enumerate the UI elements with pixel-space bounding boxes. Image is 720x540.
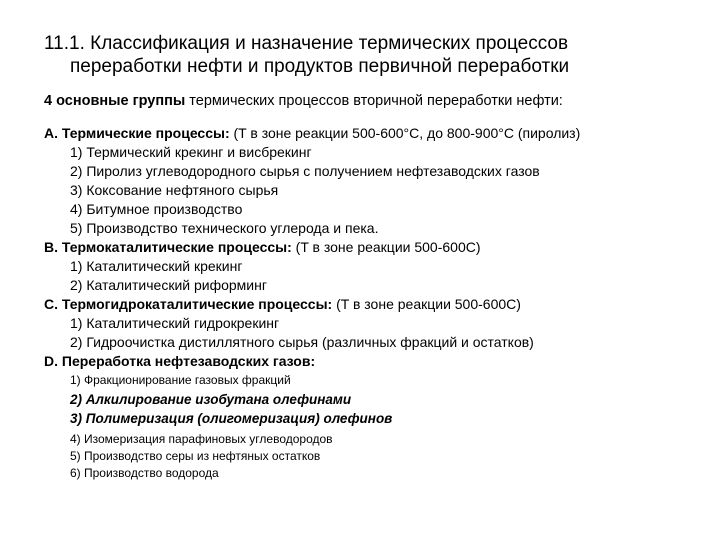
group-a-condition: (T в зоне реакции 500-600°С, до 800-900°С (пиролиз) (229, 125, 581, 141)
content (44, 124, 714, 481)
list-item-emphasis: 3) Полимеризация (олигомеризация) олефинов (70, 411, 393, 426)
list-item: 3) Коксование нефтяного сырья (70, 182, 279, 198)
group-d-heading-line (44, 352, 714, 371)
group-b-heading: B. Термокаталитические процессы: (44, 239, 292, 255)
list-item: 1) Каталитический крекинг (70, 258, 243, 274)
group-a-heading-line (44, 124, 714, 143)
group-d-heading: D. Переработка нефтезаводских газов: (44, 353, 316, 369)
subtitle (44, 92, 704, 110)
subtitle-rest: термических процессов вторичной переработки нефти: (185, 93, 563, 109)
list-item: 2) Каталитический риформинг (70, 277, 267, 293)
subtitle-bold: 4 основные группы (44, 93, 186, 109)
group-a-heading: A. Термические процессы: (44, 125, 230, 141)
title-line-2: переработки нефти и продуктов первичной переработки (70, 56, 570, 77)
group-c-heading-line (44, 295, 714, 314)
list-item: 1) Термический крекинг и висбрекинг (70, 144, 312, 160)
group-b-heading-line (44, 238, 714, 257)
list-item: 5) Производство серы из нефтяных остатков (70, 449, 321, 463)
list-item: 4) Битумное производство (70, 201, 243, 217)
group-b-condition: (T в зоне реакции 500-600С) (291, 239, 481, 255)
group-c-heading: C. Термогидрокаталитические процессы: (44, 296, 333, 312)
list-item: 1) Фракционирование газовых фракций (70, 373, 291, 387)
slide-title (44, 32, 684, 78)
group-c-condition: (T в зоне реакции 500-600С) (332, 296, 521, 312)
list-item: 4) Изомеризация парафиновых углеводородов (70, 432, 333, 446)
list-item: 2) Гидроочистка дистиллятного сырья (различных фракций и остатков) (70, 334, 534, 350)
list-item: 6) Производство водорода (70, 466, 219, 480)
list-item-emphasis: 2) Алкилирование изобутана олефинами (70, 392, 352, 407)
list-item: 2) Пиролиз углеводородного сырья с получением нефтезаводских газов (70, 163, 540, 179)
list-item: 5) Производство технического углерода и пека. (70, 220, 379, 236)
title-line-1: 11.1. Классификация и назначение термических процессов (44, 33, 569, 54)
list-item: 1) Каталитический гидрокрекинг (70, 315, 280, 331)
